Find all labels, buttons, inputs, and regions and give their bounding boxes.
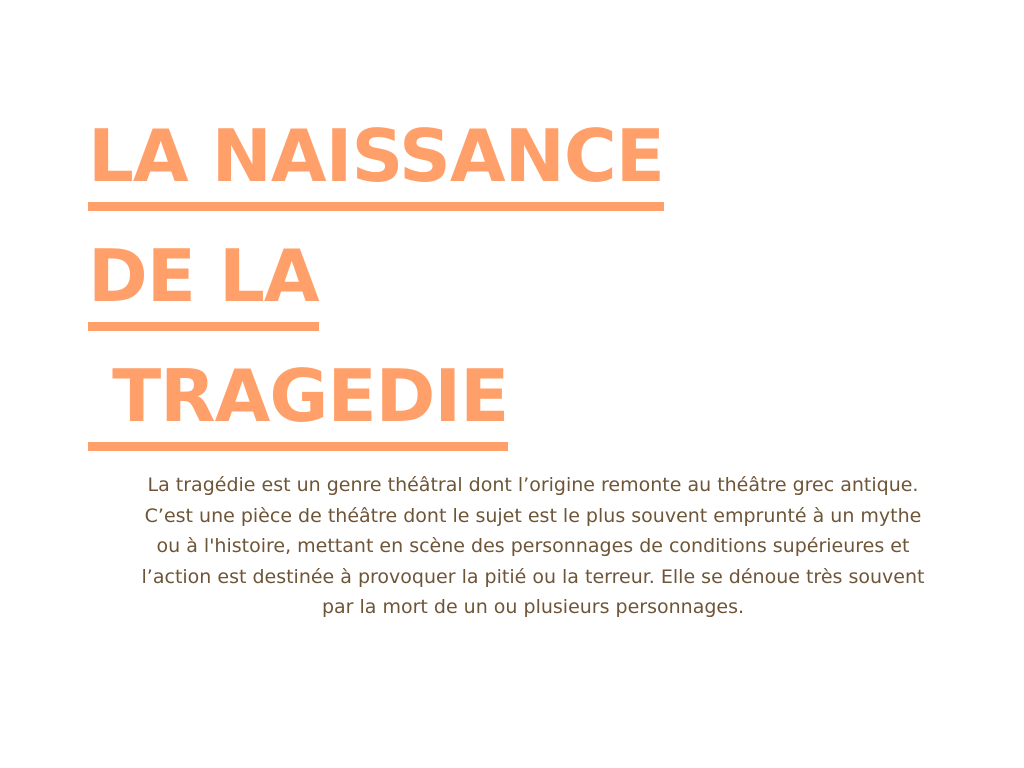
slide-body-text: La tragédie est un genre théâtral dont l’origine remonte au théâtre grec antique. C’est une pièce de théâtre dont le sujet est le plus souvent emprunté à un mythe ou à l'histoire, mettant en scène des personnages de conditions supérieures et l’action est destinée à provoquer la pitié ou la terreur. Elle se dénoue très souvent par la mort de un ou plusieurs personnages.	[141, 474, 925, 618]
title-line-1-text: LA NAISSANCE	[88, 112, 664, 211]
title-line-1	[88, 96, 664, 216]
slide-title	[88, 96, 664, 456]
title-line-3	[88, 336, 664, 456]
title-line-2-text: DE LA	[88, 232, 319, 331]
title-line-2	[88, 216, 664, 336]
title-line-3-text: TRAGEDIE	[88, 352, 508, 451]
